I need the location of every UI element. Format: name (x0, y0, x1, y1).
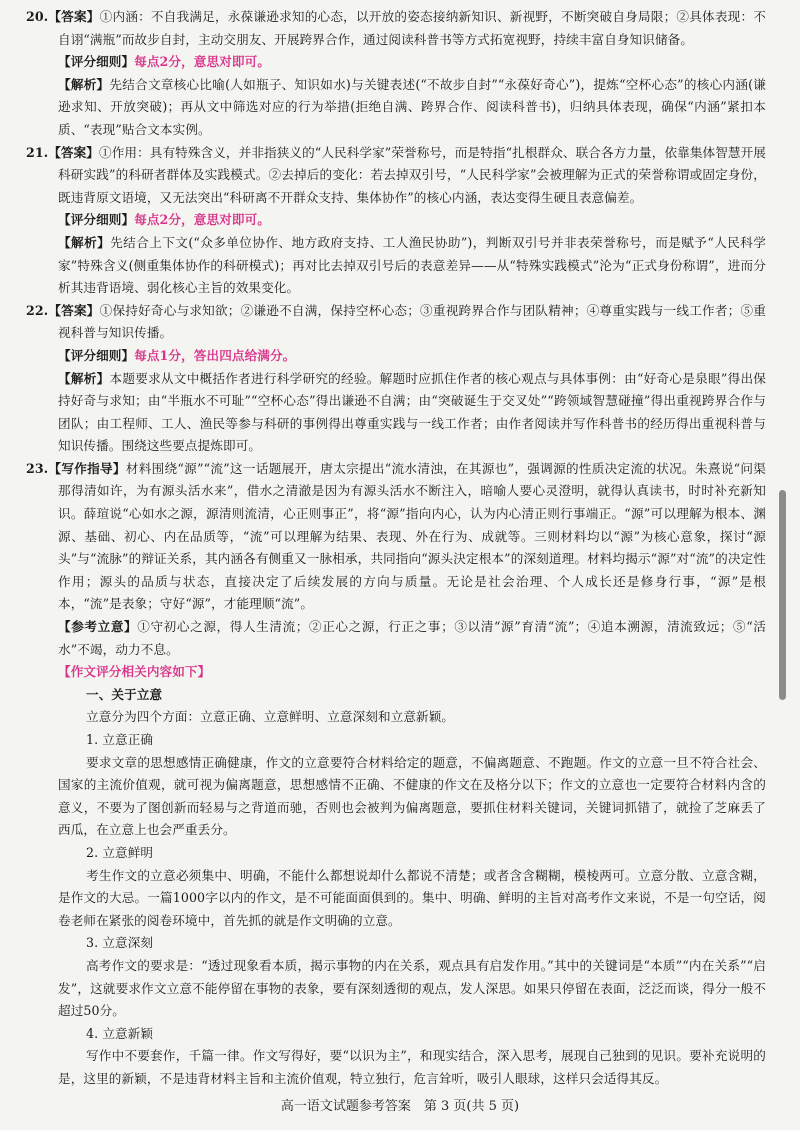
q23-reference (26, 616, 766, 661)
q23-number: 23. (26, 460, 49, 476)
essay-point-4: 写作中不要套作，千篇一律。作文写得好，要“以识为主”，和现实结合，深入思考，展现自己独到的见识。要补充说明的是，这里的新颖，不是违背材料主旨和主流价值观，特立独行，危言耸听，吸引人眼球，这样只会适得其反。 (58, 1048, 766, 1086)
essay-point-2-title: 2. 立意鲜明 (86, 844, 154, 860)
q20-analysis (26, 74, 766, 142)
essay-point-1-title: 1. 立意正确 (86, 732, 154, 747)
answer-tag: 【答案】 (48, 9, 100, 24)
q20-answer (26, 6, 766, 51)
answer-tag: 【答案】 (48, 302, 100, 318)
essay-point-3: 高考作文的要求是：“透过现象看本质，揭示事物的内在关系，观点具有启发作用。”其中的关键词是“本质”“内在关系”“启发”，这就要求作文立意不能停留在事物的表象，要有深刻透彻的观点，发人深思。如果只停留在表面，泛泛而谈，得分一般不超过50分。 (58, 957, 766, 1019)
essay-point-3-title: 3. 立意深刻 (86, 935, 154, 951)
page-footer: 高一语文试题参考答案 第 3 页(共 5 页) (280, 1099, 520, 1114)
q22-score (26, 345, 766, 368)
q23-guide (26, 458, 766, 616)
q21-answer (26, 142, 766, 210)
essay-point-4-title: 4. 立意新颖 (86, 1025, 154, 1041)
q21-analysis-text: 先结合上下文(“众多单位协作、地方政府支持、工人渔民协助”)，判断双引号并非表荣誉称号，而是赋予“人民科学家”特殊含义(侧重集体协作的科研模式)；再对比去掉双引号后的表意差异——从“特殊实践模式”沦为“正式身份称谓”，进而分析其违背语境、弱化核心主旨的效果变化。 (58, 234, 766, 296)
q22-answer (26, 300, 766, 345)
q20-analysis-text: 先结合文章核心比喻(人如瓶子、知识如水)与关键表述(“不故步自封”“永葆好奇心”)，提炼“空杯心态”的核心内涵(谦逊求知、开放突破)；再从文中筛选对应的行为举措(拒绝自满、跨界合作、阅读科普书)，归纳具体表现，确保“内涵”紧扣本质、“表现”贴合文本实例。 (58, 76, 766, 137)
reference-tag: 【参考立意】 (58, 619, 138, 635)
q23-reference-text: ①守初心之源，得人生清流；②正心之源，行正之事；③以清“源”育清“流”；④追本溯源，清流致远；⑤“活水”不竭，动力不息。 (58, 619, 766, 657)
essay-intro: 立意分为四个方面：立意正确、立意鲜明、立意深刻和立意新颖。 (86, 709, 455, 725)
q21-score (26, 209, 766, 232)
q21-analysis (26, 232, 766, 300)
q21-number: 21. (26, 144, 49, 160)
q22-score-text: 每点1分，答出四点给满分。 (134, 347, 296, 363)
score-tag: 【评分细则】 (58, 347, 135, 363)
q20-answer-text: ①内涵：不自我满足，永葆谦逊求知的心态，以开放的姿态接纳新知识、新视野，不断突破自身局限；②具体表现：不自诩“满瓶”而故步自封，主动交朋友、开展跨界合作，通过阅读科普书等方式拓宽视野，持续丰富自身知识储备。 (58, 9, 767, 47)
analysis-tag: 【解析】 (58, 76, 110, 92)
answer-content (26, 6, 766, 1091)
q20-score (26, 51, 766, 74)
score-tag: 【评分细则】 (58, 54, 135, 70)
q22-answer-text: ①保持好奇心与求知欲；②谦逊不自满，保持空杯心态；③重视跨界合作与团队精神；④尊重实践与一线工作者；⑤重视科普与知识传播。 (58, 302, 767, 341)
essay-point-2: 考生作文的立意必须集中、明确，不能什么都想说却什么都说不清楚；或者含含糊糊，模棱两可。立意分散、立意含糊，是作文的大忌。一篇1000字以内的作文，是不可能面面俱到的。集中、明确、鲜明的主旨对高考作文来说，不是一句空话，阅卷老师在紧张的阅卷环境中，首先抓的就是作文明确的立意。 (58, 867, 766, 928)
guide-tag: 【写作指导】 (48, 460, 126, 476)
q22-analysis-text: 本题要求从文中概括作者进行科学研究的经验。解题时应抓住作者的核心观点与具体事例：由“好奇心是泉眼”得出保持好奇与求知；由“半瓶水不可耻”“空杯心态”得出谦逊不自满；由“突破诞生于交叉处”“跨领域智慧碰撞”得出重视跨界合作与团队；由工程师、工人、渔民等参与科研的事例得出尊重实践与一线工作者；由作者阅读并写作科普书的经历得出重视科普与知识传播。围绕这些要点提炼即可。 (58, 370, 766, 454)
essay-point-1: 要求文章的思想感情正确健康，作文的立意要符合材料给定的题意，不偏离题意、不跑题。作文的立意一旦不符合社会、国家的主流价值观，就可视为偏离题意，思想感情不正确、不健康的作文在及格分以下；作文的立意也一定要符合材料内含的意义，不要为了图创新而轻易与之背道而驰，否则也会被判为偏离题意，要抓住材料关键词，关键词抓错了，就捡了芝麻丢了西瓜，在立意上也会严重丢分。 (58, 754, 766, 838)
analysis-tag: 【解析】 (58, 370, 110, 386)
q20-number: 20. (26, 9, 49, 24)
q22-analysis (26, 368, 766, 458)
q20-score-text: 每点2分，意思对即可。 (134, 54, 270, 70)
essay-section-title: 一、关于立意 (86, 686, 163, 702)
q21-answer-text: ①作用：具有特殊含义，并非指狭义的“人民科学家”荣誉称号，而是特指“扎根群众、联合各方力量，依靠集体智慧开展科研实践”的科研者群体及实践模式。②去掉后的变化：若去掉双引号，“人民科学家”会被理解为正式的荣誉称谓或固定身份，既违背原文语境，又无法突出“科研离不开群众支持、集体协作”的核心内涵，表达变得生硬且表意偏差。 (58, 144, 766, 205)
score-tag: 【评分细则】 (58, 212, 135, 228)
q23-guide-text: 材料围绕“源”“流”这一话题展开，唐太宗提出“流水清浊，在其源也”，强调源的性质决定流的状况。朱熹说“问渠那得清如许，为有源头活水来”，借水之清澈是因为有源头活水不断注入，暗喻人要心灵澄明，就得认真读书，时时补充新知识。薛瑄说“心如水之源，源清则流清，心正则事正”，将“源”指向内心，认为内心清正则行事端正。“源”可以理解为根本、渊源、基础、初心、内在品质等，“流”可以理解为结果、表现、外在行为、成就等。三则材料均以“源”为核心意象，探讨“源头”与“流脉”的辩证关系，其内涵各有侧重又一脉相承，共同指向“源头決定根本”的深刻道理。材料均揭示“源”对“流”的决定性作用；源头的品质与状态，直接决定了后续发展的方向与质量。无论是社会治理、个人成长还是修身行事，“源”是根本，“流”是表象；守好“源”，才能理顺“流”。 (58, 460, 766, 612)
scrollbar-thumb[interactable] (779, 490, 786, 700)
answer-tag: 【答案】 (48, 144, 99, 160)
essay-scoring-title: 【作文评分相关内容如下】 (58, 664, 211, 680)
q22-number: 22. (26, 302, 49, 318)
analysis-tag: 【解析】 (58, 234, 111, 250)
q21-score-text: 每点2分，意思对即可。 (134, 212, 270, 228)
